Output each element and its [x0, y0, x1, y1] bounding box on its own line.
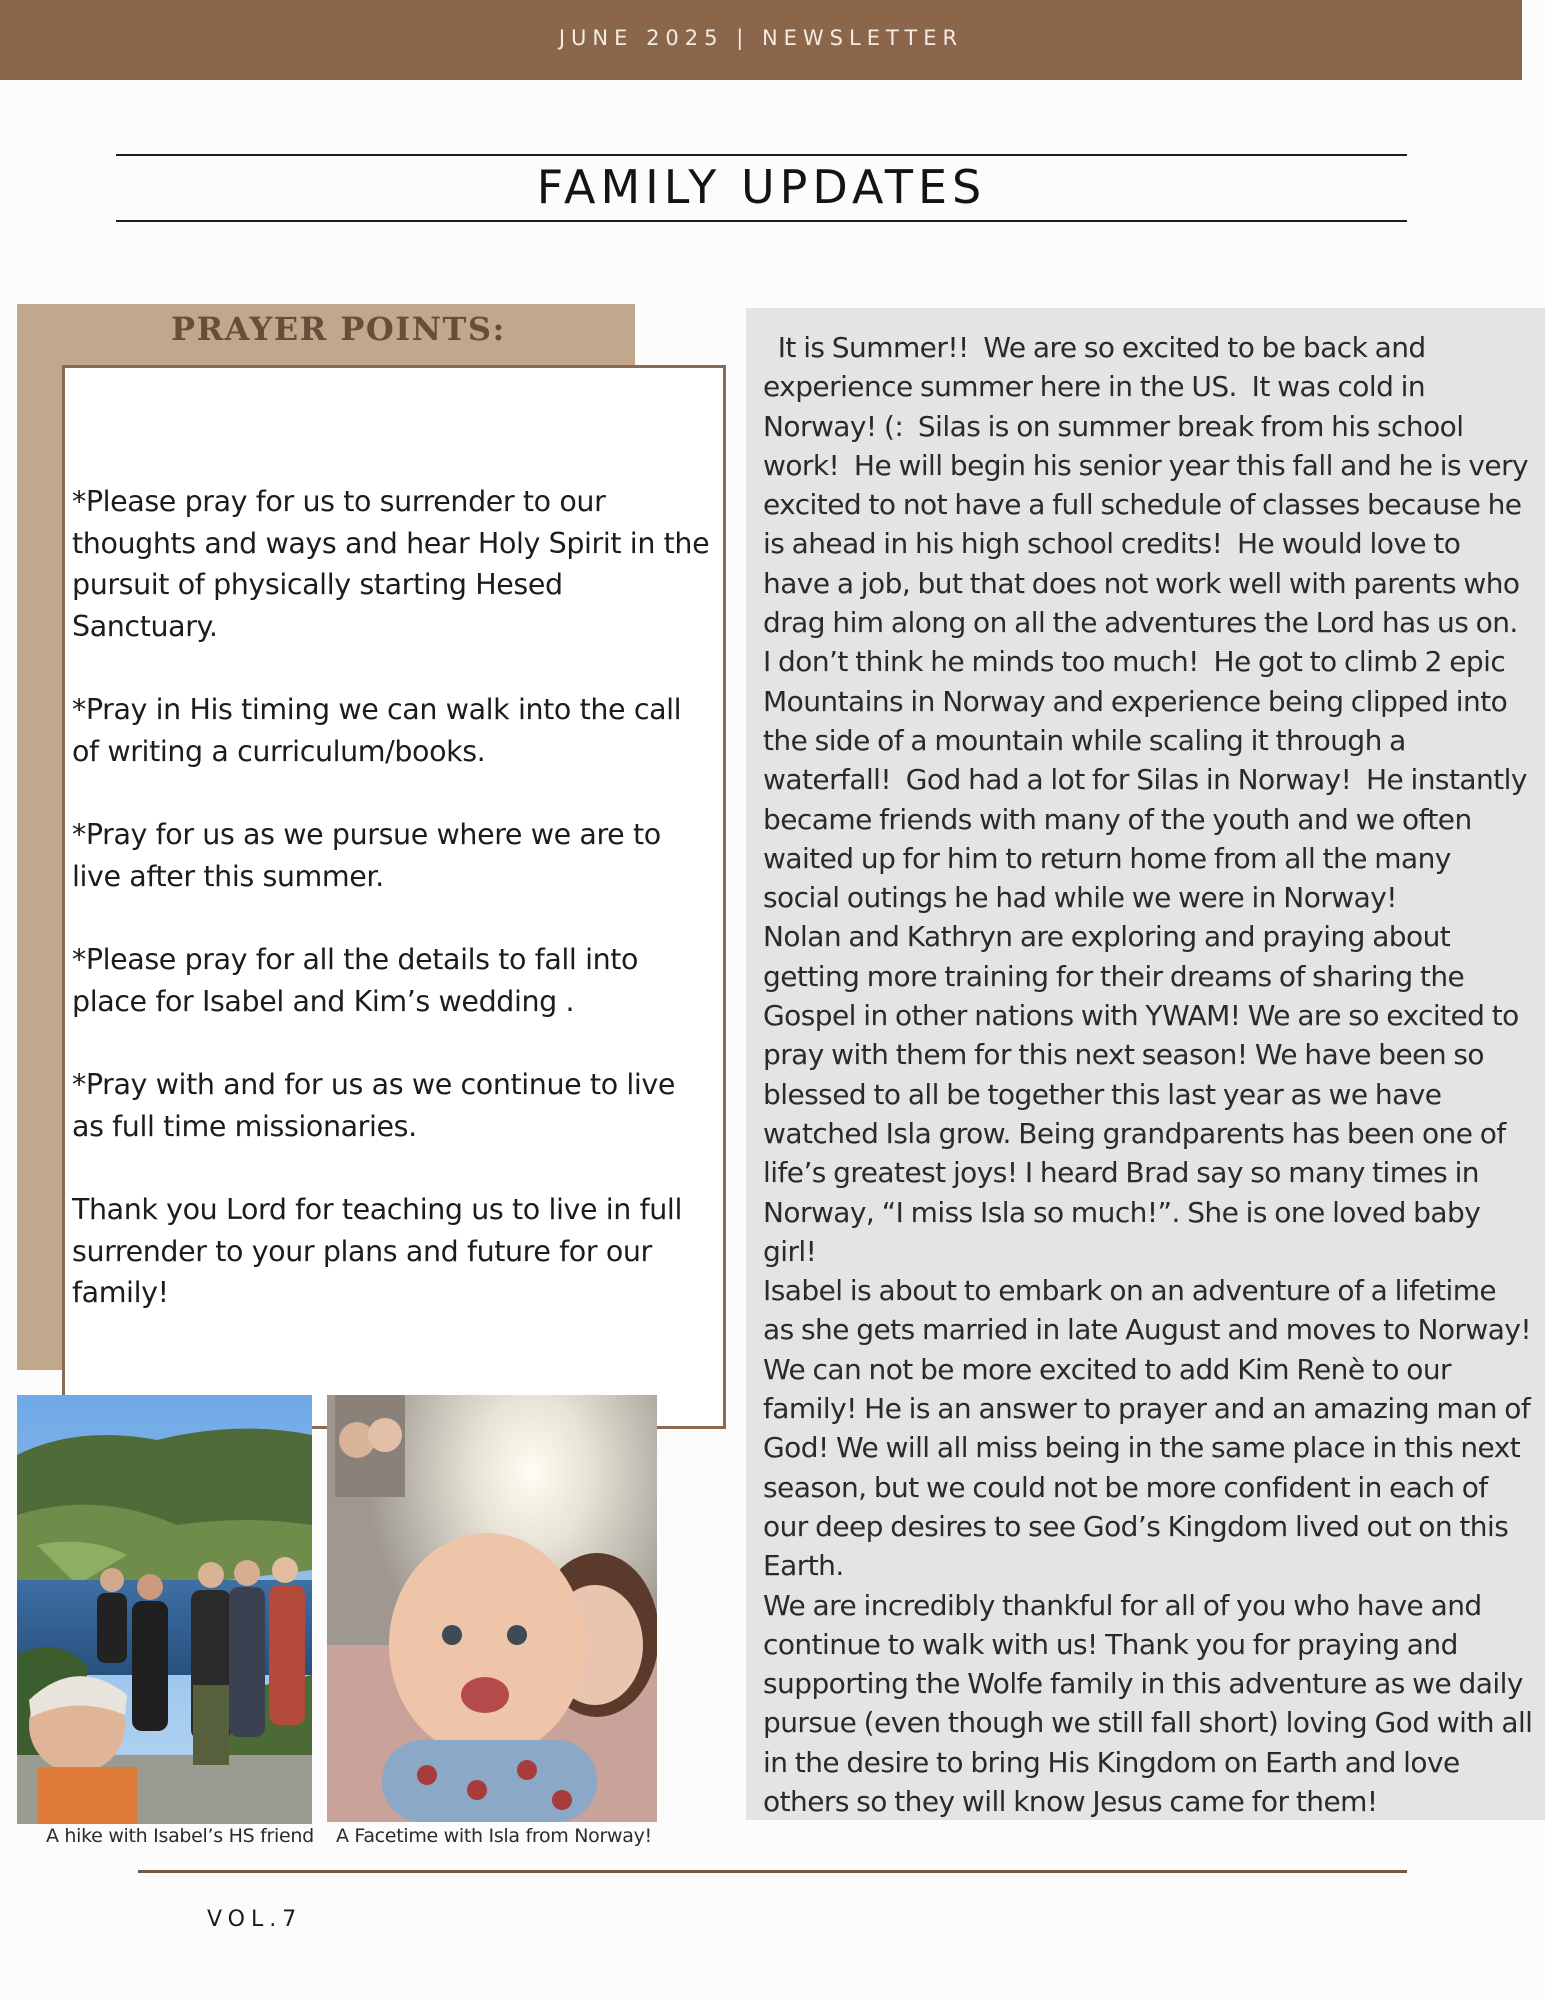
- header-banner: [0, 0, 1522, 80]
- story-paragraph: We are incredibly thankful for all of you who have and continue to walk with us! Thank you for praying and supporting the Wolfe family in this adventure as we daily pursue (even though we still fall short) loving God with all in the desire to bring His Kingdom on Earth and love others so they will know Jesus came for them!: [763, 1588, 1533, 1818]
- prayer-item: *Pray for us as we pursue where we are to live after this summer.: [72, 818, 661, 893]
- banner-text: JUNE 2025 | NEWSLETTER: [558, 26, 964, 50]
- hike-photo-caption: A hike with Isabel’s HS friend: [46, 1825, 314, 1847]
- prayer-item: Thank you Lord for teaching us to live in full surrender to your plans and future for our family!: [72, 1193, 682, 1309]
- story-paragraph: It is Summer!! We are so excited to be back and experience summer here in the US. It was cold in Norway! (: Silas is on summer break from his school work! He will begin his senior year this fall and he is very excited to not have a full schedule of classes because he is ahead in his high school credits! He would love to have a job, but that does not work well with parents who drag him along on all the adventures the Lord has us on. I don’t think he minds too much! He got to climb 2 epic Mountains in Norway and experience being clipped into the side of a mountain while scaling it through a waterfall! God had a lot for Silas in Norway! He instantly became friends with many of the youth and we often waited up for him to return home from all the many social outings he had while we were in Norway!: [763, 331, 1536, 915]
- prayer-item: *Please pray for all the details to fall into place for Isabel and Kim’s wedding .: [72, 943, 639, 1018]
- prayer-list: [72, 481, 712, 1356]
- facetime-photo: [327, 1395, 657, 1822]
- story-text: [763, 328, 1536, 1821]
- story-paragraph: Nolan and Kathryn are exploring and praying about getting more training for their dreams of sharing the Gospel in other nations with YWAM! We are so excited to pray with them for this next season! We have been so blessed to all be together this last year as we have watched Isla grow. Being grandparents has been one of life’s greatest joys! I heard Brad say so many times in Norway, “I miss Isla so much!”. She is one loved baby girl!: [763, 920, 1519, 1268]
- hike-photo: [17, 1395, 312, 1824]
- facetime-photo-caption: A Facetime with Isla from Norway!: [336, 1825, 652, 1847]
- prayer-item: *Please pray for us to surrender to our thoughts and ways and hear Holy Spirit in the pursuit of physically starting Hesed Sanctuary.: [72, 485, 710, 643]
- title-bottom-rule: [116, 220, 1407, 222]
- footer-rule: [138, 1870, 1407, 1873]
- prayer-points-label: PRAYER POINTS:: [171, 310, 506, 348]
- volume-number: VOL.7: [207, 1907, 303, 1932]
- prayer-item: *Pray in His timing we can walk into the call of writing a curriculum/books.: [72, 693, 682, 768]
- page-title: FAMILY UPDATES: [536, 160, 987, 214]
- title-top-rule: [116, 154, 1407, 156]
- story-paragraph: Isabel is about to embark on an adventure of a lifetime as she gets married in late August and moves to Norway! We can not be more excited to add Kim Renè to our family! He is an answer to prayer and an amazing man of God! We will all miss being in the same place in this next season, but we could not be more confident in each of our deep desires to see God’s Kingdom lived out on this Earth.: [763, 1274, 1532, 1583]
- prayer-item: *Pray with and for us as we continue to live as full time missionaries.: [72, 1068, 676, 1143]
